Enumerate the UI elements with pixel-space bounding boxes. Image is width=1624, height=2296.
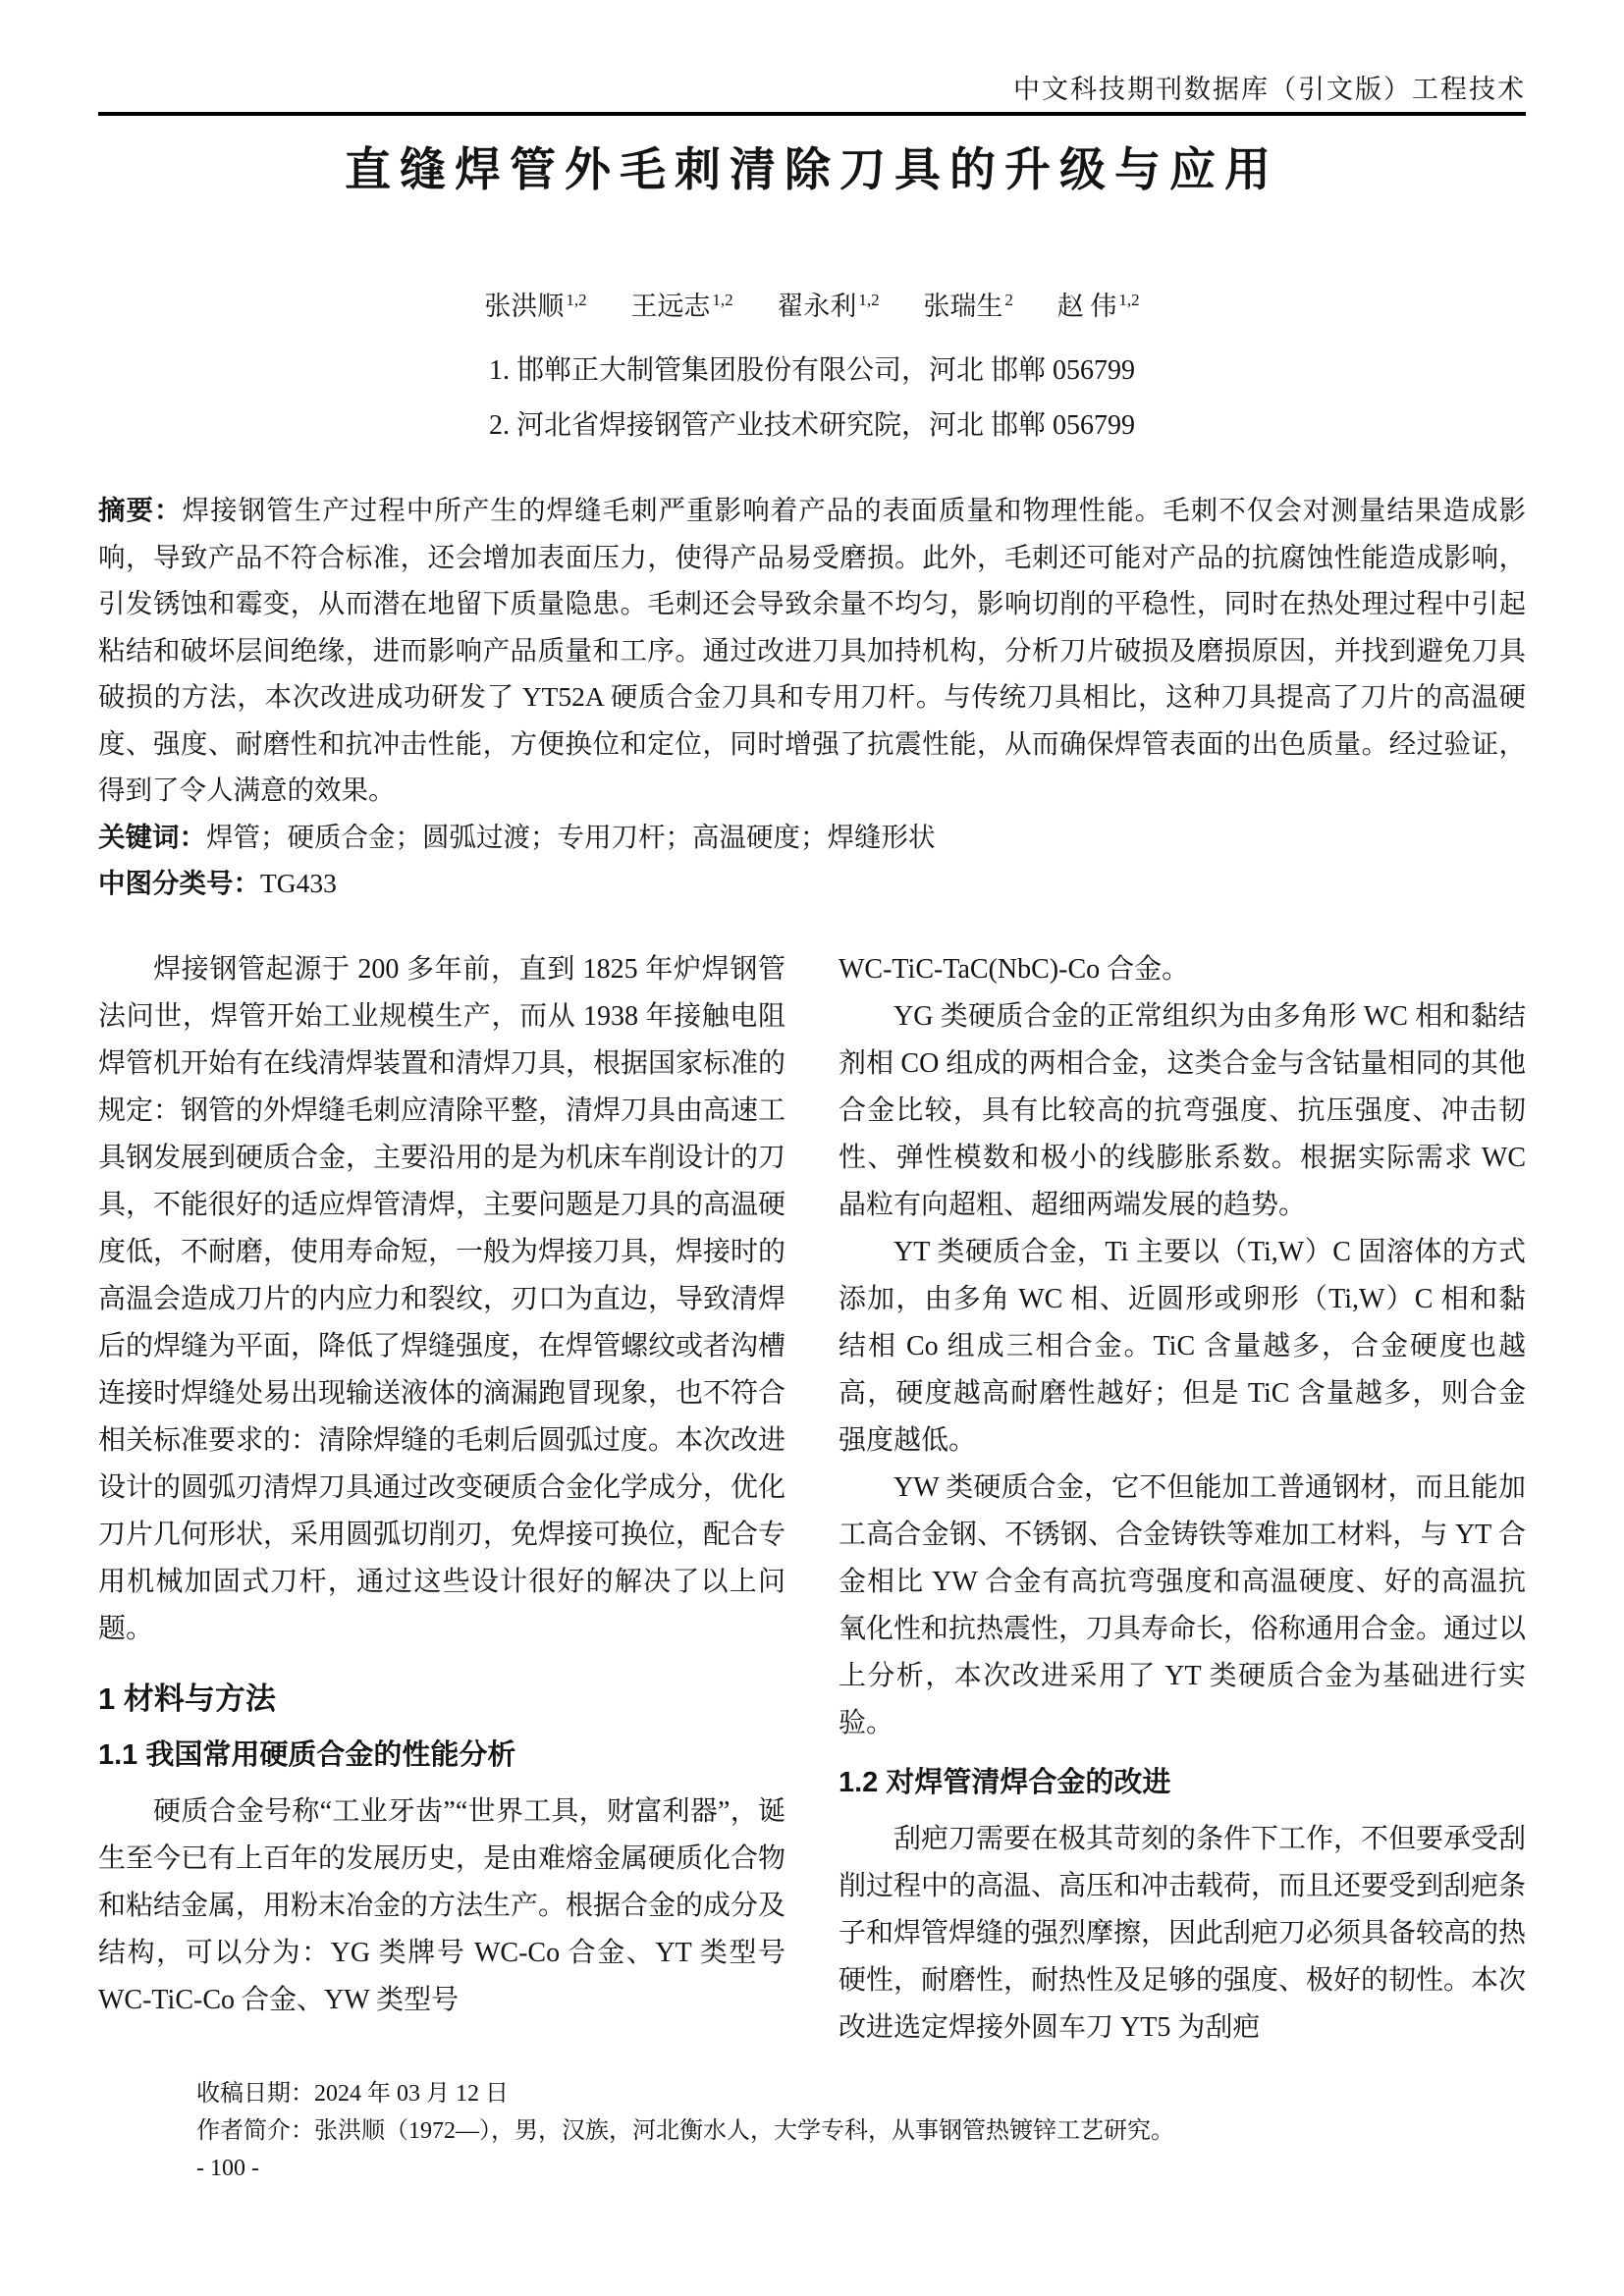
author-name: 张瑞生 xyxy=(923,292,1003,321)
author-name: 王远志 xyxy=(630,292,711,321)
author-affiliation-sup: 1,2 xyxy=(858,291,880,309)
paragraph-continuation: WC-TiC-TaC(NbC)-Co 合金。 xyxy=(839,953,1190,985)
author xyxy=(484,292,586,321)
author xyxy=(630,292,732,321)
author xyxy=(923,292,1013,321)
clc-label: 中图分类号： xyxy=(98,868,260,898)
paragraph-scraper: 刮疤刀需要在极其苛刻的条件下工作，不但要承受刮削过程中的高温、高压和冲击载荷，而且还要受到刮疤条子和焊管焊缝的强烈摩擦，因此刮疤刀必须具备较高的热硬性，耐磨性，耐热性及足够的强度、极好的韧性。本次改进选定焊接外圆车刀 YT5 为刮疤 xyxy=(839,1823,1527,2043)
header-divider xyxy=(98,112,1526,116)
right-column xyxy=(839,946,1526,2052)
section-heading-1-2: 1.2 对焊管清焊合金的改进 xyxy=(839,1766,1171,1798)
page-content xyxy=(98,0,1527,2181)
keywords xyxy=(98,814,1526,861)
author-bio: 作者简介：张洪顺（1972—），男，汉族，河北衡水人，大学专科，从事钢管热镀锌工艺研究。 xyxy=(196,2118,1174,2144)
section-heading-1: 1 材料与方法 xyxy=(98,1681,276,1716)
author-name: 赵 伟 xyxy=(1056,292,1117,321)
section-heading-1-1: 1.1 我国常用硬质合金的性能分析 xyxy=(98,1738,516,1771)
affiliation-1: 1. 邯郸正大制管集团股份有限公司，河北 邯郸 056799 xyxy=(488,355,1135,386)
clc-text: TG433 xyxy=(260,868,337,898)
paragraph-yg-alloy: YG 类硬质合金的正常组织为由多角形 WC 相和黏结剂相 CO 组成的两相合金，这类合金与含钴量相同的其他合金比较，具有比较高的抗弯强度、抗压强度、冲击韧性、弹性模数和极小的线膨胀系数。根据实际需求 WC 晶粒有向超粗、超细两端发展的趋势。 xyxy=(839,1000,1526,1220)
keywords-label: 关键词： xyxy=(98,821,206,852)
author-affiliation-sup: 1,2 xyxy=(712,291,733,309)
abstract-label: 摘要： xyxy=(98,495,183,525)
page-number: - 100 - xyxy=(196,2156,259,2181)
keywords-text: 焊管；硬质合金；圆弧过渡；专用刀杆；高温硬度；焊缝形状 xyxy=(206,821,936,852)
author-line xyxy=(98,283,1526,324)
author-affiliation-sup: 2 xyxy=(1004,291,1013,309)
author xyxy=(1057,292,1140,321)
author-name: 翟永利 xyxy=(777,292,857,321)
page-footer xyxy=(196,2075,1624,2187)
meta-block xyxy=(98,487,1526,907)
paragraph-intro: 焊接钢管起源于 200 多年前，直到 1825 年炉焊钢管法问世，焊管开始工业规模生产，而从 1938 年接触电阻焊管机开始有在线清焊装置和清焊刀具，根据国家标准的规定：钢管的外焊缝毛刺应清除平整，清焊刀具由高速工具钢发展到硬质合金，主要沿用的是为机床车削设计的刀具，不能很好的适应焊管清焊，主要问题是刀具的高温硬度低，不耐磨，使用寿命短，一般为焊接刀具，焊接时的高温会造成刀片的内应力和裂纹，刃口为直边，导致清焊后的焊缝为平面，降低了焊缝强度，在焊管螺纹或者沟槽连接时焊缝处易出现输送液体的滴漏跑冒现象，也不符合相关标准要求的：清除焊缝的毛刺后圆弧过度。本次改进设计的圆弧刃清焊刀具通过改变硬质合金化学成分，优化刀片几何形状，采用圆弧切削刃，免焊接可换位，配合专用机械加固式刀杆，通过这些设计很好的解决了以上问题。 xyxy=(98,953,786,1644)
author-affiliation-sup: 1,2 xyxy=(566,291,587,309)
journal-header: 中文科技期刊数据库（引文版）工程技术 xyxy=(1013,75,1526,104)
abstract xyxy=(98,487,1526,814)
left-column xyxy=(98,946,785,2052)
abstract-text: 焊接钢管生产过程中所产生的焊缝毛刺严重影响着产品的表面质量和物理性能。毛刺不仅会对测量结果造成影响，导致产品不符合标准，还会增加表面压力，使得产品易受磨损。此外，毛刺还可能对产品的抗腐蚀性能造成影响，引发锈蚀和霉变，从而潜在地留下质量隐患。毛刺还会导致余量不均匀，影响切削的平稳性，同时在热处理过程中引起粘结和破坏层间绝缘，进而影响产品质量和工序。通过改进刀具加持机构，分析刀片破损及磨损原因，并找到避免刀具破损的方法，本次改进成功研发了 YT52A 硬质合金刀具和专用刀杆。与传统刀具相比，这种刀具提高了刀片的高温硬度、强度、耐磨性和抗冲击性能，方便换位和定位，同时增强了抗震性能，从而确保焊管表面的出色质量。经过验证，得到了令人满意的效果。 xyxy=(98,495,1526,805)
affiliation-2: 2. 河北省焊接钢管产业技术研究院，河北 邯郸 056799 xyxy=(488,410,1135,441)
paragraph-yw-alloy: YW 类硬质合金，它不但能加工普通钢材，而且能加工高合金钢、不锈钢、合金铸铁等难加工材料，与 YT 合金相比 YW 合金有高抗弯强度和高温硬度、好的高温抗氧化性和抗热震性，刀具寿命长，俗称通用合金。通过以上分析，本次改进采用了 YT 类硬质合金为基础进行实验。 xyxy=(839,1471,1527,1738)
received-date: 收稿日期：2024 年 03 月 12 日 xyxy=(196,2081,509,2107)
clc-number xyxy=(98,860,1526,907)
author-affiliation-sup: 1,2 xyxy=(1118,291,1140,309)
author xyxy=(777,292,879,321)
paragraph-carbide-intro: 硬质合金号称“工业牙齿”“世界工具，财富利器”，诞生至今已有上百年的发展历史，是由难熔金属硬质化合物和粘结金属，用粉末冶金的方法生产。根据合金的成分及结构，可以分为：YG 类牌号 WC-Co 合金、YT 类型号 WC-TiC-Co 合金、YW 类型号 xyxy=(98,1795,786,2015)
paragraph-yt-alloy: YT 类硬质合金，Ti 主要以（Ti,W）C 固溶体的方式添加，由多角 WC 相、近圆形或卵形（Ti,W）C 相和黏结相 Co 组成三相合金。TiC 含量越多，合金硬度也越高，硬度越高耐磨性越好；但是 TiC 含量越多，则合金强度越低。 xyxy=(839,1236,1526,1456)
author-name: 张洪顺 xyxy=(484,292,565,321)
body-columns xyxy=(98,946,1526,2052)
article-title: 直缝焊管外毛刺清除刀具的升级与应用 xyxy=(345,143,1279,195)
